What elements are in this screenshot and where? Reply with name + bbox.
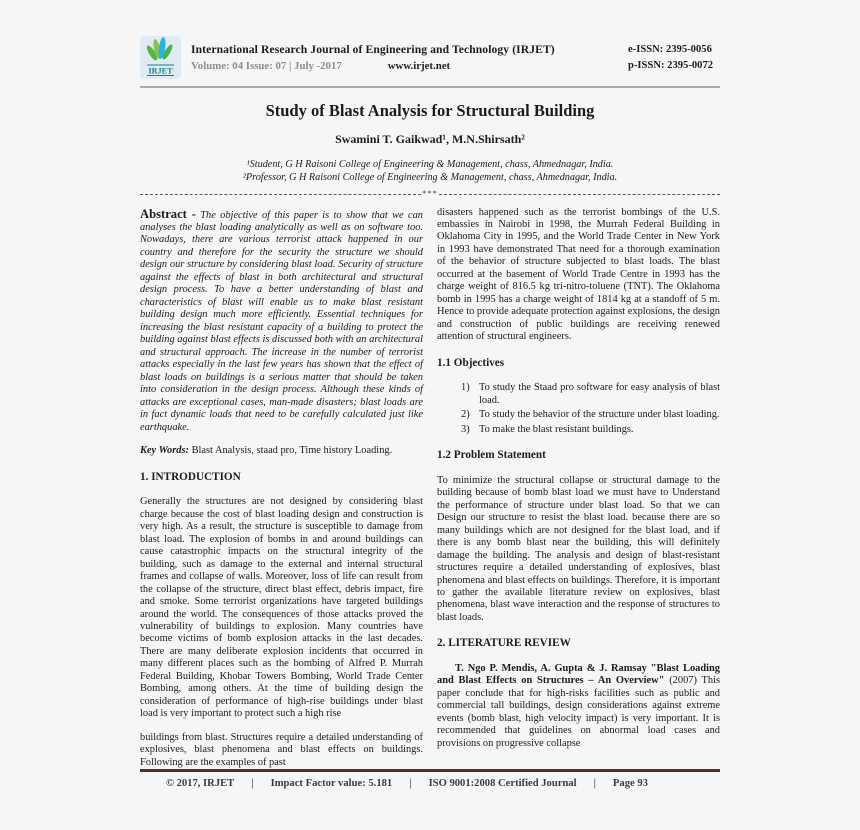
keywords-text: Blast Analysis, staad pro, Time history Loading.: [188, 445, 393, 457]
keywords-paragraph: [140, 445, 423, 457]
footer-divider: |: [593, 778, 596, 789]
separator-stars: ***: [422, 187, 438, 198]
objective-item-2: To study the behavior of the structure under blast loading.: [479, 409, 720, 421]
affiliation-1: ¹Student, G H Raisoni College of Engineering & Management, chass, Ahmednagar, India.: [246, 159, 614, 170]
keywords-label: Key Words:: [140, 445, 189, 457]
volume-issue-label: Volume: 04 Issue: 07 | July -2017: [191, 60, 342, 72]
objective-item-3: To make the blast resistant buildings.: [479, 423, 634, 435]
affiliations: [140, 158, 720, 185]
irjet-logo-text: IRJET: [148, 66, 173, 76]
objectives-heading: 1.1 Objectives: [437, 356, 505, 369]
journal-website: www.irjet.net: [387, 60, 451, 72]
journal-title: International Research Journal of Engineering and Technology (IRJET): [191, 43, 555, 56]
e-issn-label: e-ISSN: 2395-0056: [628, 44, 712, 55]
footer-impact-factor: Impact Factor value: 5.181: [270, 778, 393, 789]
two-column-body: [140, 207, 720, 781]
header-spacer: [486, 60, 620, 72]
introduction-heading: 1. INTRODUCTION: [140, 470, 241, 483]
footer-iso-certification: ISO 9001:2008 Certified Journal: [428, 778, 577, 789]
issn-block: [628, 44, 720, 71]
abstract-paragraph: [140, 207, 423, 435]
literature-review-heading: 2. LITERATURE REVIEW: [437, 637, 571, 650]
title-body-separator: [140, 187, 720, 200]
introduction-paragraph-2: buildings from blast. Structures require a detailed understanding of explosives, blast phenomena and blast effects on buildings. Following are the examples of past: [140, 731, 423, 768]
literature-review-block: [437, 663, 720, 750]
footer-divider: |: [251, 778, 254, 789]
footer-copyright: © 2017, IRJET: [166, 778, 235, 789]
journal-header: [140, 36, 720, 88]
literature-text: (2007) This paper conclude that for high-risks facilities such as public and commercial tall buildings, design considerations against extreme events (bomb blast, high velocity impact) is very important. It is recommended that guidelines on abnormal load cases and provisions on progressive collapse: [437, 675, 721, 749]
left-column: [140, 207, 423, 781]
p-issn-label: p-ISSN: 2395-0072: [628, 60, 714, 71]
paper-title: Study of Blast Analysis for Structural Building: [265, 101, 595, 120]
footer-page-number: Page 93: [612, 778, 648, 789]
history-paragraph: disasters happened such as the terrorist bombings of the U.S. embassies in Nairobi in 1998, the Murrah Federal Building in Oklahoma City in 1995, and the World Trade Center in New York in 1993 have demonstrated That need for a thorough examination of the behavior of structure subjected to blast loads. The blast occurred at the basement of World Trade Centre in 1993 has the charge weight of 816.5 kg tri-nitro-toluene (TNT). The Oklahoma bomb in 1995 has a charge weight of 1814 kg at a standoff of 5 m. Hence to provide adequate protection against explosions, the design and construction of public buildings are receiving renewed attention of structural engineers.: [437, 206, 720, 343]
footer-row: [140, 778, 720, 789]
page-footer: [140, 769, 720, 789]
footer-divider: |: [409, 778, 412, 789]
header-subrow: [191, 60, 620, 72]
affiliation-2: ²Professor, G H Raisoni College of Engineering & Management, chass, Ahmednagar, India.: [242, 172, 618, 184]
header-middle: [181, 43, 628, 72]
problem-statement-paragraph: To minimize the structural collapse or structural damage to the building because of bomb blast load we must have to Understand the performance of structure under blast load. So that we can Design our structure to resist the blast load. because there are so many buildings which are not designed for the blast load, and if there is any bomb blast near the building, this will definitely damage the building. The analysis and design of blast-resistant structures require a detailed understanding of explosives, blast phenomena and blast effects on buildings. Therefore, it is important to gather the available literature review on explosives, blast phenomena, blast wave interaction and the response of structures to blast loads.: [437, 474, 720, 623]
literature-citation: T. Ngo P. Mendis, A. Gupta & J. Ramsay "Blast Loading and Blast Effects on Structures – An Overview": [437, 662, 720, 687]
abstract-text: The objective of this paper is to show that we can analyses the blast loading analytically as well as on software too. Nowadays, there are various terrorist attack happened in our country and therefore for the security the structure we should design our structure by considering blast load. Security of structure against the effects of blast in both architectural and structural design process. To have a better understanding of blast and characteristics of blast will enable us to make blast resistant building design much more efficiently. Essential techniques for increasing the blast resistant capacity of a building to protect the building against blast effects is discussed both with an architectural and structural approach. The increase in the number of terrorist attacks especially in the last few years has shown that the effect of blast loads on buildings is a serious matter that should be taken into consideration in the design process. Although these kinds of attacks are exceptional cases, man-made disasters; blast loads are in fact dynamic loads that need to be carefully calculated just like earthquake.: [140, 209, 423, 433]
right-column: [437, 207, 720, 781]
objective-item-1: To study the Staad pro software for easy analysis of blast load.: [479, 382, 720, 406]
introduction-paragraph-1: Generally the structures are not designed by considering blast charge because the cost of blast loading design and construction is very high. As a result, the structure is susceptible to damage from blast load. The explosion of bombs in and around buildings can cause catastrophic impacts on the structural integrity of the building, such as damage to the external and internal structural frames and collapse of walls. Moreover, loss of life can result from the collapse of the structure, direct blast effect, debris impact, fire and smoke. Some terrorist organizations have targeted buildings around the world. The consequences of those attacks proved the vulnerability of buildings to explosion. Many countries have become victims of bomb explosion attacks in the last decades. There are many deliberate explosion incidents that occurred in many different places such as the bombing of Alfred P. Murrah Federal Building, Khobar Towers Bombing, World Trade Center Bombing, among others. At the time of building design the consideration of performance of high-rise buildings under blast load is very important to protect such a high rise: [140, 496, 423, 720]
irjet-logo-icon: [140, 36, 181, 79]
objectives-list: [461, 382, 720, 436]
problem-statement-heading: 1.2 Problem Statement: [437, 449, 546, 462]
abstract-label: Abstract -: [140, 206, 196, 221]
paper-page: [140, 0, 720, 780]
literature-review-paragraph: [437, 663, 720, 750]
authors-line: Swamini T. Gaikwad¹, M.N.Shirsath²: [335, 132, 525, 146]
